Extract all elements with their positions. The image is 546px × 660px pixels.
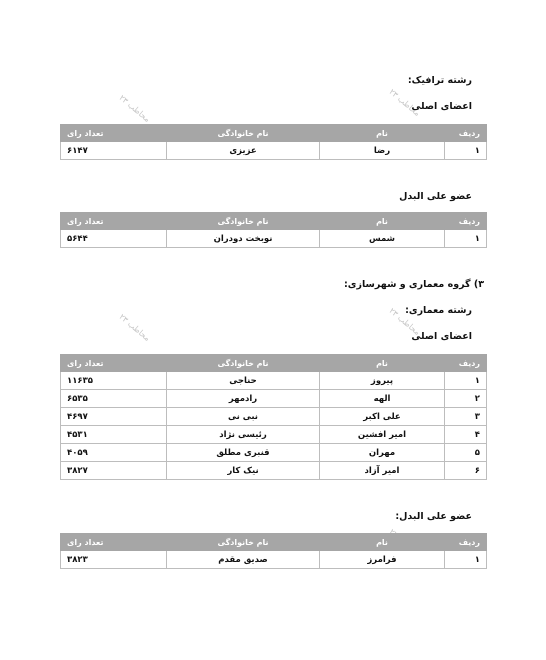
column-header-row: ردیف bbox=[445, 213, 487, 230]
column-header-last-name: نام خانوادگی bbox=[167, 534, 320, 551]
column-header-first-name: نام bbox=[320, 355, 445, 372]
table-header-row bbox=[61, 125, 487, 142]
table-row bbox=[61, 444, 487, 462]
traffic-main-members-table bbox=[60, 124, 487, 160]
table-row bbox=[61, 408, 487, 426]
cell-first-name: پیروز bbox=[320, 372, 445, 390]
cell-row-number: ۶ bbox=[445, 462, 487, 480]
cell-last-name: رادمهر bbox=[167, 390, 320, 408]
table-row bbox=[61, 372, 487, 390]
traffic-main-members-label: اعضای اصلی bbox=[411, 101, 472, 112]
column-header-row: ردیف bbox=[445, 355, 487, 372]
cell-votes: ۶۵۳۵ bbox=[61, 390, 167, 408]
column-header-votes: تعداد رای bbox=[61, 125, 167, 142]
architecture-main-members-label: اعضای اصلی bbox=[411, 331, 472, 342]
cell-last-name: نیک کار bbox=[167, 462, 320, 480]
cell-votes: ۳۸۲۷ bbox=[61, 462, 167, 480]
cell-last-name: رئیسی نژاد bbox=[167, 426, 320, 444]
cell-first-name: مهران bbox=[320, 444, 445, 462]
cell-last-name: صدیق مقدم bbox=[167, 551, 320, 569]
cell-row-number: ۴ bbox=[445, 426, 487, 444]
table-header-row bbox=[61, 355, 487, 372]
cell-votes: ۴۶۹۷ bbox=[61, 408, 167, 426]
cell-last-name: حناجی bbox=[167, 372, 320, 390]
column-header-votes: تعداد رای bbox=[61, 355, 167, 372]
cell-first-name: علی اکبر bbox=[320, 408, 445, 426]
architecture-alternate-member-label: عضو علی البدل: bbox=[395, 511, 472, 522]
cell-row-number: ۱ bbox=[445, 230, 487, 248]
column-header-votes: تعداد رای bbox=[61, 213, 167, 230]
column-header-last-name: نام خانوادگی bbox=[167, 355, 320, 372]
cell-last-name: نبی نی bbox=[167, 408, 320, 426]
cell-votes: ۳۸۲۳ bbox=[61, 551, 167, 569]
table-header-row bbox=[61, 213, 487, 230]
cell-row-number: ۲ bbox=[445, 390, 487, 408]
table-row bbox=[61, 462, 487, 480]
column-header-row: ردیف bbox=[445, 534, 487, 551]
watermark: محاطب ۲۳ bbox=[387, 87, 422, 118]
column-header-first-name: نام bbox=[320, 534, 445, 551]
cell-row-number: ۱ bbox=[445, 551, 487, 569]
cell-first-name: امیر آزاد bbox=[320, 462, 445, 480]
cell-first-name: الهه bbox=[320, 390, 445, 408]
cell-last-name: عزیزی bbox=[167, 142, 320, 160]
traffic-section-title: رشته ترافیک: bbox=[407, 75, 472, 86]
cell-last-name: قنبری مطلق bbox=[167, 444, 320, 462]
traffic-alternate-member-label: عضو علی البدل bbox=[399, 191, 472, 202]
table-row bbox=[61, 426, 487, 444]
cell-row-number: ۱ bbox=[445, 372, 487, 390]
cell-votes: ۴۰۵۹ bbox=[61, 444, 167, 462]
column-header-first-name: نام bbox=[320, 213, 445, 230]
table-row bbox=[61, 230, 487, 248]
watermark: محاطب ۲۳ bbox=[387, 306, 422, 337]
architecture-main-members-table bbox=[60, 354, 487, 480]
cell-votes: ۵۶۴۴ bbox=[61, 230, 167, 248]
cell-last-name: نوبخت دودران bbox=[167, 230, 320, 248]
cell-row-number: ۵ bbox=[445, 444, 487, 462]
column-header-last-name: نام خانوادگی bbox=[167, 125, 320, 142]
watermark: محاطب ۲۳ bbox=[117, 312, 152, 343]
table-row bbox=[61, 390, 487, 408]
architecture-group-title: ۳) گروه معماری و شهرسازی: bbox=[344, 279, 484, 290]
cell-votes: ۴۵۳۱ bbox=[61, 426, 167, 444]
table-row bbox=[61, 551, 487, 569]
cell-first-name: شمس bbox=[320, 230, 445, 248]
cell-first-name: امیر افشین bbox=[320, 426, 445, 444]
cell-row-number: ۳ bbox=[445, 408, 487, 426]
column-header-first-name: نام bbox=[320, 125, 445, 142]
watermark: محاطب ۲۳ bbox=[117, 93, 152, 124]
table-row bbox=[61, 142, 487, 160]
table-header-row bbox=[61, 534, 487, 551]
column-header-last-name: نام خانوادگی bbox=[167, 213, 320, 230]
cell-first-name: فرامرز bbox=[320, 551, 445, 569]
cell-votes: ۶۱۴۷ bbox=[61, 142, 167, 160]
cell-first-name: رضا bbox=[320, 142, 445, 160]
traffic-alternate-member-table bbox=[60, 212, 487, 248]
column-header-votes: تعداد رای bbox=[61, 534, 167, 551]
architecture-alternate-member-table bbox=[60, 533, 487, 569]
cell-row-number: ۱ bbox=[445, 142, 487, 160]
column-header-row: ردیف bbox=[445, 125, 487, 142]
cell-votes: ۱۱۶۳۵ bbox=[61, 372, 167, 390]
architecture-section-title: رشته معماری: bbox=[405, 305, 472, 316]
